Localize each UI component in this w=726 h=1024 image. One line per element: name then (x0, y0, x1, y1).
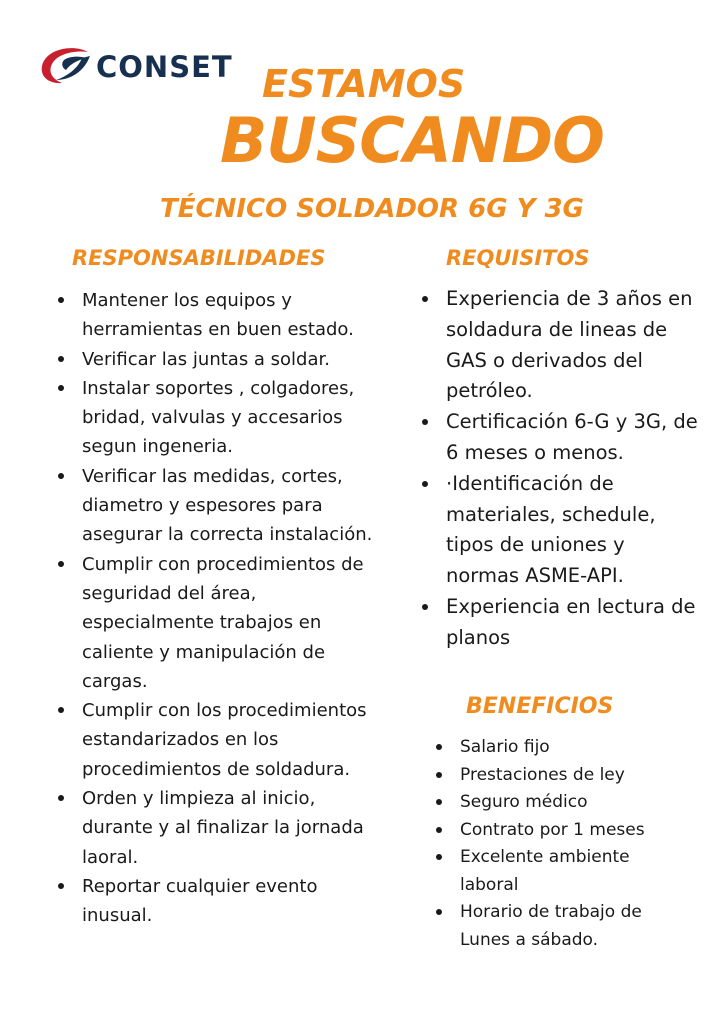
requirements-heading: REQUISITOS (446, 246, 590, 270)
list-item: Verificar las medidas, cortes, diametro y espesores para asegurar la correcta instalación. (54, 462, 384, 550)
list-item: Certificación 6-G y 3G, de 6 meses o menos. (418, 407, 703, 469)
list-item: Experiencia en lectura de planos (418, 592, 703, 654)
list-item: ·Identificación de materiales, schedule, tipos de uniones y normas ASME-API. (418, 469, 703, 592)
list-item: Horario de trabajo de Lunes a sábado. (432, 899, 692, 954)
list-item: Salario fijo (432, 734, 692, 762)
list-item: Verificar las juntas a soldar. (54, 345, 384, 374)
requirements-list (418, 284, 703, 654)
brand-name: CONSET (96, 50, 233, 84)
benefits-heading: BENEFICIOS (466, 694, 614, 719)
list-item: Excelente ambiente laboral (432, 844, 692, 899)
headline-buscando: BUSCANDO (220, 104, 604, 177)
list-item: Contrato por 1 meses (432, 817, 692, 845)
list-item: Orden y limpieza al inicio, durante y al finalizar la jornada laoral. (54, 784, 384, 872)
list-item: Mantener los equipos y herramientas en buen estado. (54, 286, 384, 345)
responsibilities-heading: RESPONSABILIDADES (72, 246, 326, 270)
list-item: Prestaciones de ley (432, 762, 692, 790)
conset-logo (40, 44, 250, 90)
headline-estamos: ESTAMOS (262, 62, 466, 106)
list-item: Reportar cualquier evento inusual. (54, 872, 384, 931)
conset-swoosh-icon (40, 46, 92, 86)
list-item: Cumplir con procedimientos de seguridad del área, especialmente trabajos en caliente y manipulación de cargas. (54, 550, 384, 696)
list-item: Cumplir con los procedimientos estandarizados en los procedimientos de soldadura. (54, 696, 384, 784)
position-title: TÉCNICO SOLDADOR 6G Y 3G (160, 194, 584, 224)
responsibilities-list (54, 286, 384, 931)
list-item: Experiencia de 3 años en soldadura de lineas de GAS o derivados del petróleo. (418, 284, 703, 407)
list-item: Seguro médico (432, 789, 692, 817)
list-item: Instalar soportes , colgadores, bridad, valvulas y accesarios segun ingeneria. (54, 374, 384, 462)
benefits-list (432, 734, 692, 954)
